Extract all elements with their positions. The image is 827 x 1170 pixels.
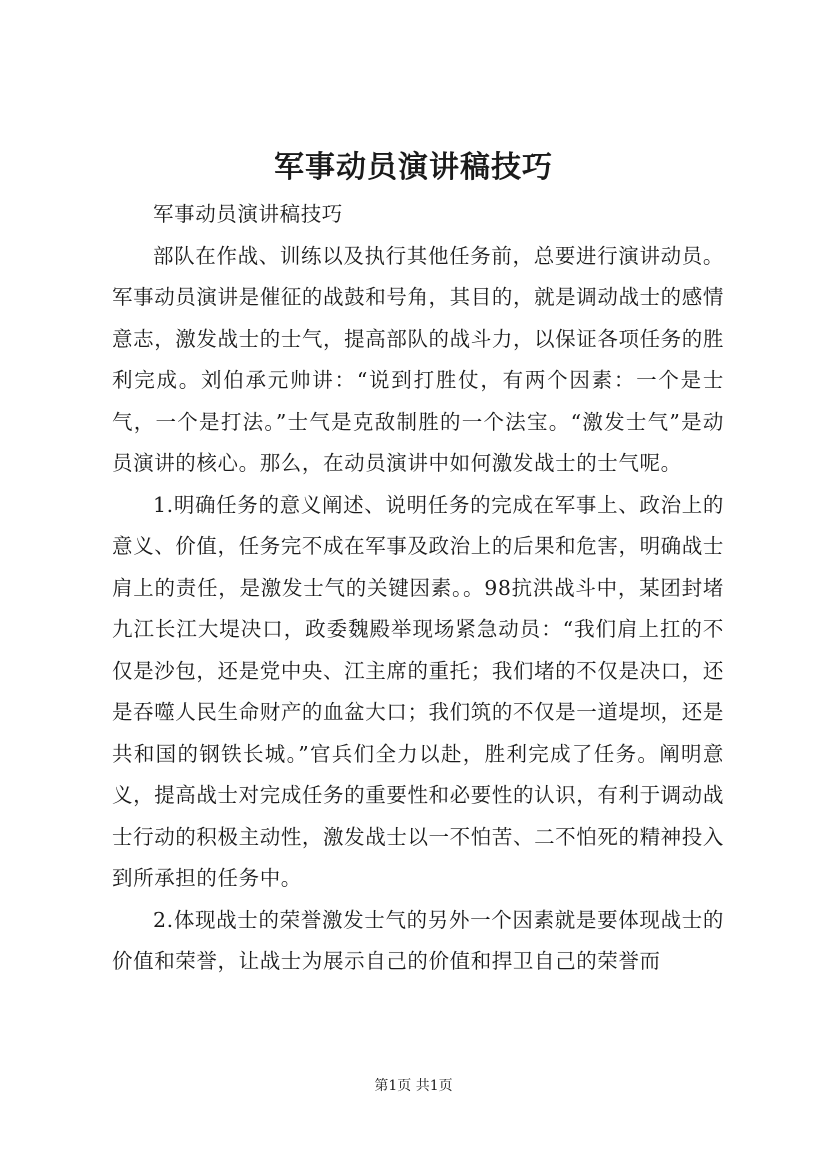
- document-body: [112, 194, 724, 983]
- document-title: 军事动员演讲稿技巧: [274, 150, 553, 185]
- paragraph-point-2: 2.体现战士的荣誉激发士气的另外一个因素就是要体现战士的价值和荣誉，让战士为展示自己的价值和捍卫自己的荣誉而: [112, 907, 724, 973]
- paragraph-intro: 部队在作战、训练以及执行其他任务前，总要进行演讲动员。军事动员演讲是催征的战鼓和号角，其目的，就是调动战士的感情意志，激发战士的士气，提高部队的战斗力，以保证各项任务的胜利完成。刘伯承元帅讲：“说到打胜仗，有两个因素：一个是士气，一个是打法。”士气是克敌制胜的一个法宝。“激发士气”是动员演讲的核心。那么，在动员演讲中如何激发战士的士气呢。: [112, 243, 724, 475]
- page-footer: 第1页 共1页: [374, 1078, 453, 1094]
- paragraph-point-1: 1.明确任务的意义阐述、说明任务的完成在军事上、政治上的意义、价值，任务完不成在军事及政治上的后果和危害，明确战士肩上的责任，是激发士气的关键因素。。98抗洪战斗中，某团封堵九江长江大堤决口，政委魏殿举现场紧急动员：“我们肩上扛的不仅是沙包，还是党中央、江主席的重托；我们堵的不仅是决口，还是吞噬人民生命财产的血盆大口；我们筑的不仅是一道堤坝，还是共和国的钢铁长城。”官兵们全力以赴，胜利完成了任务。阐明意义，提高战士对完成任务的重要性和必要性的认识，有利于调动战士行动的积极主动性，激发战士以一不怕苦、二不怕死的精神投入到所承担的任务中。: [112, 492, 724, 890]
- paragraph-subtitle: 军事动员演讲稿技巧: [153, 202, 343, 226]
